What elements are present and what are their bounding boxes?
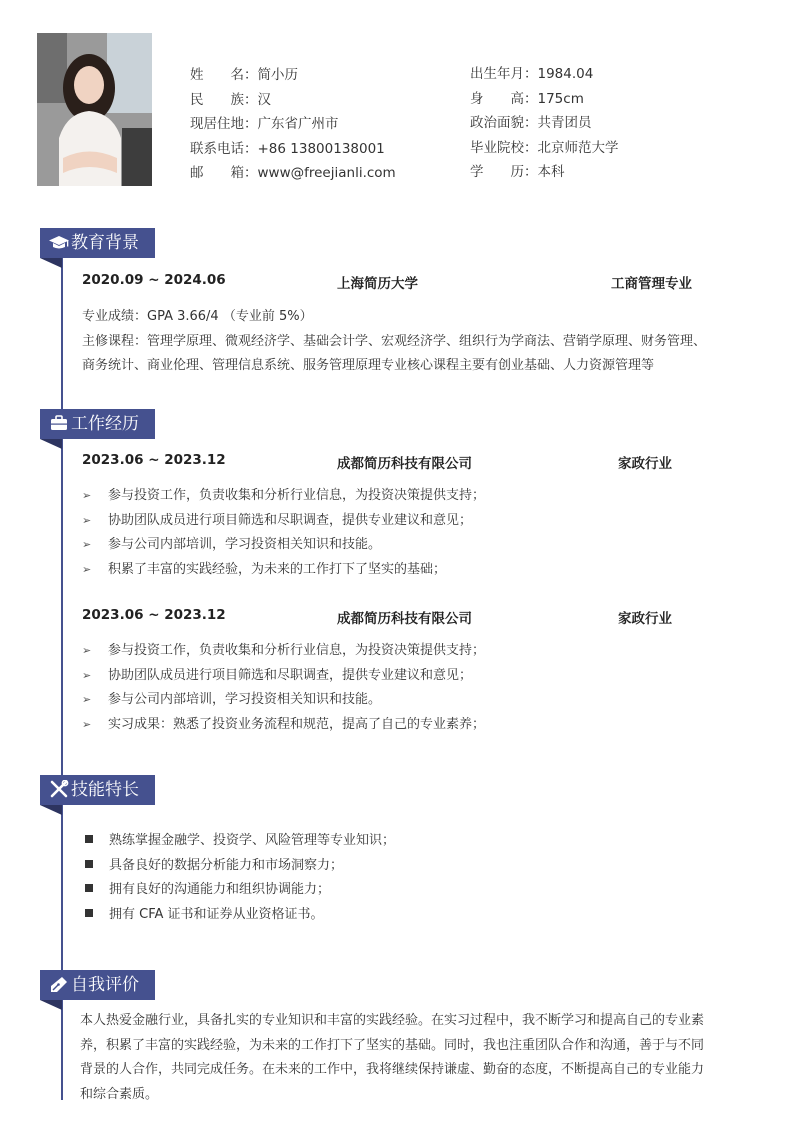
residence-row [190,112,396,137]
height-label: 身 高： [470,90,538,107]
phone-value: +86 13800138001 [257,140,385,157]
list-item [82,664,485,689]
list-item [82,688,485,713]
skill-text: 拥有 CFA 证书和证券从业资格证书。 [109,906,324,922]
edu-courses-line1: 主修课程：管理学原理、微观经济学、基础会计学、宏观经济学、组织行为学商法、营销学原理、财务管理、 [82,334,707,349]
self-section-header [40,970,155,1000]
self-line: 本人热爱金融行业，具备扎实的专业知识和丰富的实践经验。在实习过程中，我不断学习和提高自己的专业素 [80,1013,705,1028]
list-item [82,558,485,583]
height-value: 175cm [537,90,584,107]
political-label: 政治面貌： [470,115,538,131]
duty-text: 实习成果：熟悉了投资业务流程和规范，提高了自己的专业素养； [108,716,486,732]
self-header [40,970,155,1000]
height-row [470,87,619,112]
education-header [40,228,155,258]
duty-text: 协助团队成员进行项目筛选和尽职调查，提供专业建议和意见； [108,667,473,683]
residence-label: 现居住地： [190,116,258,132]
email-value: www@freejianli.com [257,165,396,181]
name-row [190,63,396,88]
edu-school: 上海简历大学 [337,276,418,292]
phone-label: 联系电话： [190,140,258,157]
birth-row [470,62,619,87]
education-section-header [40,228,155,258]
name-label: 姓 名： [190,67,258,83]
job-2-duties [82,639,485,737]
residence-value: 广东省广州市 [257,116,339,132]
bullet-square-icon [85,835,93,843]
ethnicity-value: 汉 [257,91,271,108]
duty-text: 积累了丰富的实践经验，为未来的工作打下了坚实的基础； [108,561,447,577]
bullet-arrow-icon: ➢ [82,644,92,657]
self-evaluation-text [80,1009,756,1107]
bullet-arrow-icon: ➢ [82,489,92,502]
list-item [82,533,485,558]
degree-label: 学 历： [470,164,538,180]
skills-header [40,775,155,805]
list-item [82,878,395,903]
bullet-arrow-icon: ➢ [82,538,92,551]
school-value: 北京师范大学 [537,139,619,156]
skill-text: 具备良好的数据分析能力和市场洞察力； [109,857,344,873]
tools-icon [48,778,70,796]
edu-gpa: 专业成绩：GPA 3.66/4 （专业前 5%） [82,309,313,324]
name-value: 简小历 [257,67,298,83]
ethnicity-label: 民 族： [190,91,258,108]
profile-photo [37,33,152,186]
edu-period: 2020.09 ~ 2024.06 [82,272,226,288]
bullet-arrow-icon: ➢ [82,562,92,576]
degree-row [470,160,619,185]
bullet-square-icon [85,860,93,868]
self-line: 背景的人合作，共同完成任务。在未来的工作中，我将继续保持谦虚、勤奋的态度，不断提高自己的专业能力 [80,1062,705,1077]
pen-icon [48,973,70,991]
bullet-arrow-icon: ➢ [82,668,92,682]
job-1-company: 成都简历科技有限公司 [337,456,472,472]
briefcase-icon [48,412,70,430]
self-line: 和综合素质。 [80,1086,159,1102]
political-value: 共青团员 [537,115,592,131]
bullet-square-icon [85,884,93,892]
profile-info-left [190,63,396,186]
school-row [470,136,619,161]
duty-text: 协助团队成员进行项目筛选和尽职调查，提供专业建议和意见； [108,512,473,528]
duty-text: 参与投资工作，负责收集和分析行业信息，为投资决策提供支持； [108,488,486,503]
job-2-industry: 家政行业 [618,611,672,627]
profile-info-right [470,62,619,185]
edu-major: 工商管理专业 [611,276,692,292]
school-label: 毕业院校： [470,139,538,156]
duty-text: 参与公司内部培训，学习投资相关知识和技能。 [108,537,382,552]
email-row [190,161,396,186]
list-item [82,829,395,854]
birth-label: 出生年月： [470,66,538,82]
header-fold [40,805,62,815]
job-2-company: 成都简历科技有限公司 [337,611,472,627]
edu-courses-line2: 商务统计、商业伦理、管理信息系统、服务管理原理专业核心课程主要有创业基础、人力资源管理等 [82,358,655,373]
education-title: 教育背景 [71,233,139,253]
skills-title: 技能特长 [71,780,139,800]
list-item [82,639,485,664]
email-label: 邮 箱： [190,165,258,181]
birth-value: 1984.04 [537,66,594,82]
header-fold [40,258,62,268]
bullet-square-icon [85,909,93,917]
bullet-arrow-icon: ➢ [82,513,92,527]
duty-text: 参与公司内部培训，学习投资相关知识和技能。 [108,692,382,707]
list-item [82,854,395,879]
self-title: 自我评价 [71,975,139,995]
list-item [82,484,485,509]
list-item [82,903,395,928]
skill-text: 拥有良好的沟通能力和组织协调能力； [109,882,331,897]
phone-row [190,137,396,162]
header-fold [40,1000,62,1010]
job-1-duties [82,484,485,582]
bullet-arrow-icon: ➢ [82,693,92,706]
list-item [82,509,485,534]
degree-value: 本科 [537,164,565,180]
job-1-period: 2023.06 ~ 2023.12 [82,452,226,468]
list-item [82,713,485,738]
work-header [40,409,155,439]
political-row [470,111,619,136]
job-2-period: 2023.06 ~ 2023.12 [82,607,226,623]
header-fold [40,439,62,449]
self-line: 养，积累了丰富的实践经验，为未来的工作打下了坚实的基础。同时，我也注重团队合作和沟通，善于与不同 [80,1037,705,1053]
work-title: 工作经历 [71,414,139,434]
work-section-header [40,409,155,439]
duty-text: 参与投资工作，负责收集和分析行业信息，为投资决策提供支持； [108,643,486,658]
bullet-arrow-icon: ➢ [82,717,92,731]
job-1-industry: 家政行业 [618,456,672,472]
graduation-cap-icon [48,231,70,249]
skill-text: 熟练掌握金融学、投资学、风险管理等专业知识； [109,833,396,848]
ethnicity-row [190,88,396,113]
skills-list [82,829,395,927]
skills-section-header [40,775,155,805]
